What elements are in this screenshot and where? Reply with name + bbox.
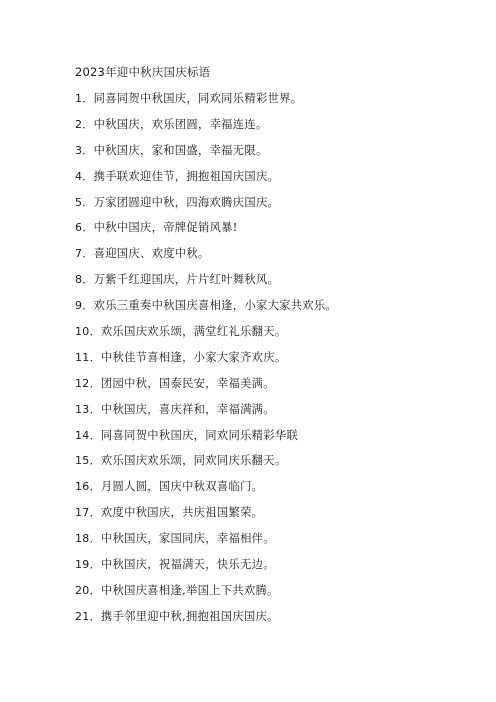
slogan-item (75, 583, 337, 609)
slogan-text: 万家团圆迎中秋，四海欢腾庆国庆。 (93, 195, 280, 209)
document-title: 2023年迎中秋庆国庆标语 (75, 65, 211, 79)
slogan-item (75, 324, 337, 350)
slogan-item (75, 531, 337, 557)
slogan-number: 19． (75, 558, 101, 572)
slogan-number: 18． (75, 532, 101, 546)
slogan-text: 欢乐国庆欢乐颂，满堂红礼乐翻天。 (100, 325, 287, 339)
slogan-number: 4． (75, 169, 94, 183)
slogan-number: 15． (75, 454, 101, 468)
slogan-text: 中秋国庆，家和国盛，幸福无限。 (93, 143, 268, 157)
slogan-text: 同喜同贺中秋国庆，同欢同乐精彩华联 (100, 428, 299, 442)
slogan-item (75, 91, 337, 117)
slogan-number: 20． (75, 583, 101, 597)
slogan-text: 中秋国庆喜相逢,举国上下共欢腾。 (100, 583, 279, 597)
slogan-text: 欢度中秋国庆，共庆祖国繁荣。 (100, 506, 264, 520)
slogan-list (75, 91, 337, 635)
slogan-item (75, 143, 337, 169)
slogan-text: 携手邻里迎中秋,拥抱祖国庆国庆。 (100, 609, 279, 623)
slogan-number: 10． (75, 325, 101, 339)
slogan-text: 中秋国庆，家国同庆，幸福相伴。 (100, 532, 275, 546)
slogan-number: 16． (75, 480, 101, 494)
slogan-item (75, 220, 337, 246)
slogan-number: 11． (75, 350, 101, 364)
slogan-number: 21． (75, 609, 101, 623)
slogan-item (75, 479, 337, 505)
slogan-item (75, 169, 337, 195)
slogan-number: 17． (75, 506, 101, 520)
slogan-number: 3． (75, 143, 94, 157)
slogan-item (75, 298, 337, 324)
slogan-number: 13． (75, 402, 101, 416)
slogan-number: 7． (75, 247, 94, 261)
slogan-text: 中秋佳节喜相逢，小家大家齐欢庆。 (100, 350, 287, 364)
slogan-text: 团园中秋，国泰民安，幸福美满。 (100, 376, 275, 390)
slogan-item (75, 557, 337, 583)
slogan-number: 1． (75, 92, 94, 105)
slogan-number: 2． (75, 117, 94, 131)
slogan-text: 携手联欢迎佳节，拥抱祖国庆国庆。 (93, 169, 280, 183)
slogan-item (75, 117, 337, 143)
slogan-number: 9． (75, 299, 94, 313)
slogan-item (75, 402, 337, 428)
slogan-number: 6． (75, 221, 94, 235)
slogan-number: 8． (75, 273, 94, 287)
slogan-item (75, 376, 337, 402)
slogan-text: 万紫千红迎国庆，片片红叶舞秋风。 (93, 273, 280, 287)
slogan-number: 12． (75, 376, 101, 390)
slogan-text: 中秋国庆，喜庆祥和，幸福满满。 (100, 402, 275, 416)
slogan-item (75, 428, 337, 454)
slogan-item (75, 350, 337, 376)
slogan-text: 欢乐国庆欢乐颂，同欢同庆乐翻天。 (100, 454, 287, 468)
slogan-item (75, 609, 337, 635)
slogan-item (75, 246, 337, 272)
slogan-text: 中秋国庆，祝福满天，快乐无边。 (100, 558, 275, 572)
slogan-number: 5． (75, 195, 94, 209)
slogan-text: 同喜同贺中秋国庆，同欢同乐精彩世界。 (93, 92, 303, 105)
slogan-text: 欢乐三重奏中秋国庆喜相逢，小家大家共欢乐。 (93, 299, 338, 313)
slogan-number: 14． (75, 428, 101, 442)
slogan-item (75, 505, 337, 531)
slogan-item (75, 195, 337, 221)
slogan-text: 月圆人圆，国庆中秋双喜临门。 (100, 480, 264, 494)
slogan-text: 中秋国庆，欢乐团圆，幸福连连。 (93, 117, 268, 131)
slogan-item (75, 453, 337, 479)
slogan-item (75, 272, 337, 298)
slogan-text: 喜迎国庆、欢度中秋。 (93, 247, 210, 261)
slogan-text: 中秋中国庆，帝牌促销风暴! (93, 221, 238, 235)
